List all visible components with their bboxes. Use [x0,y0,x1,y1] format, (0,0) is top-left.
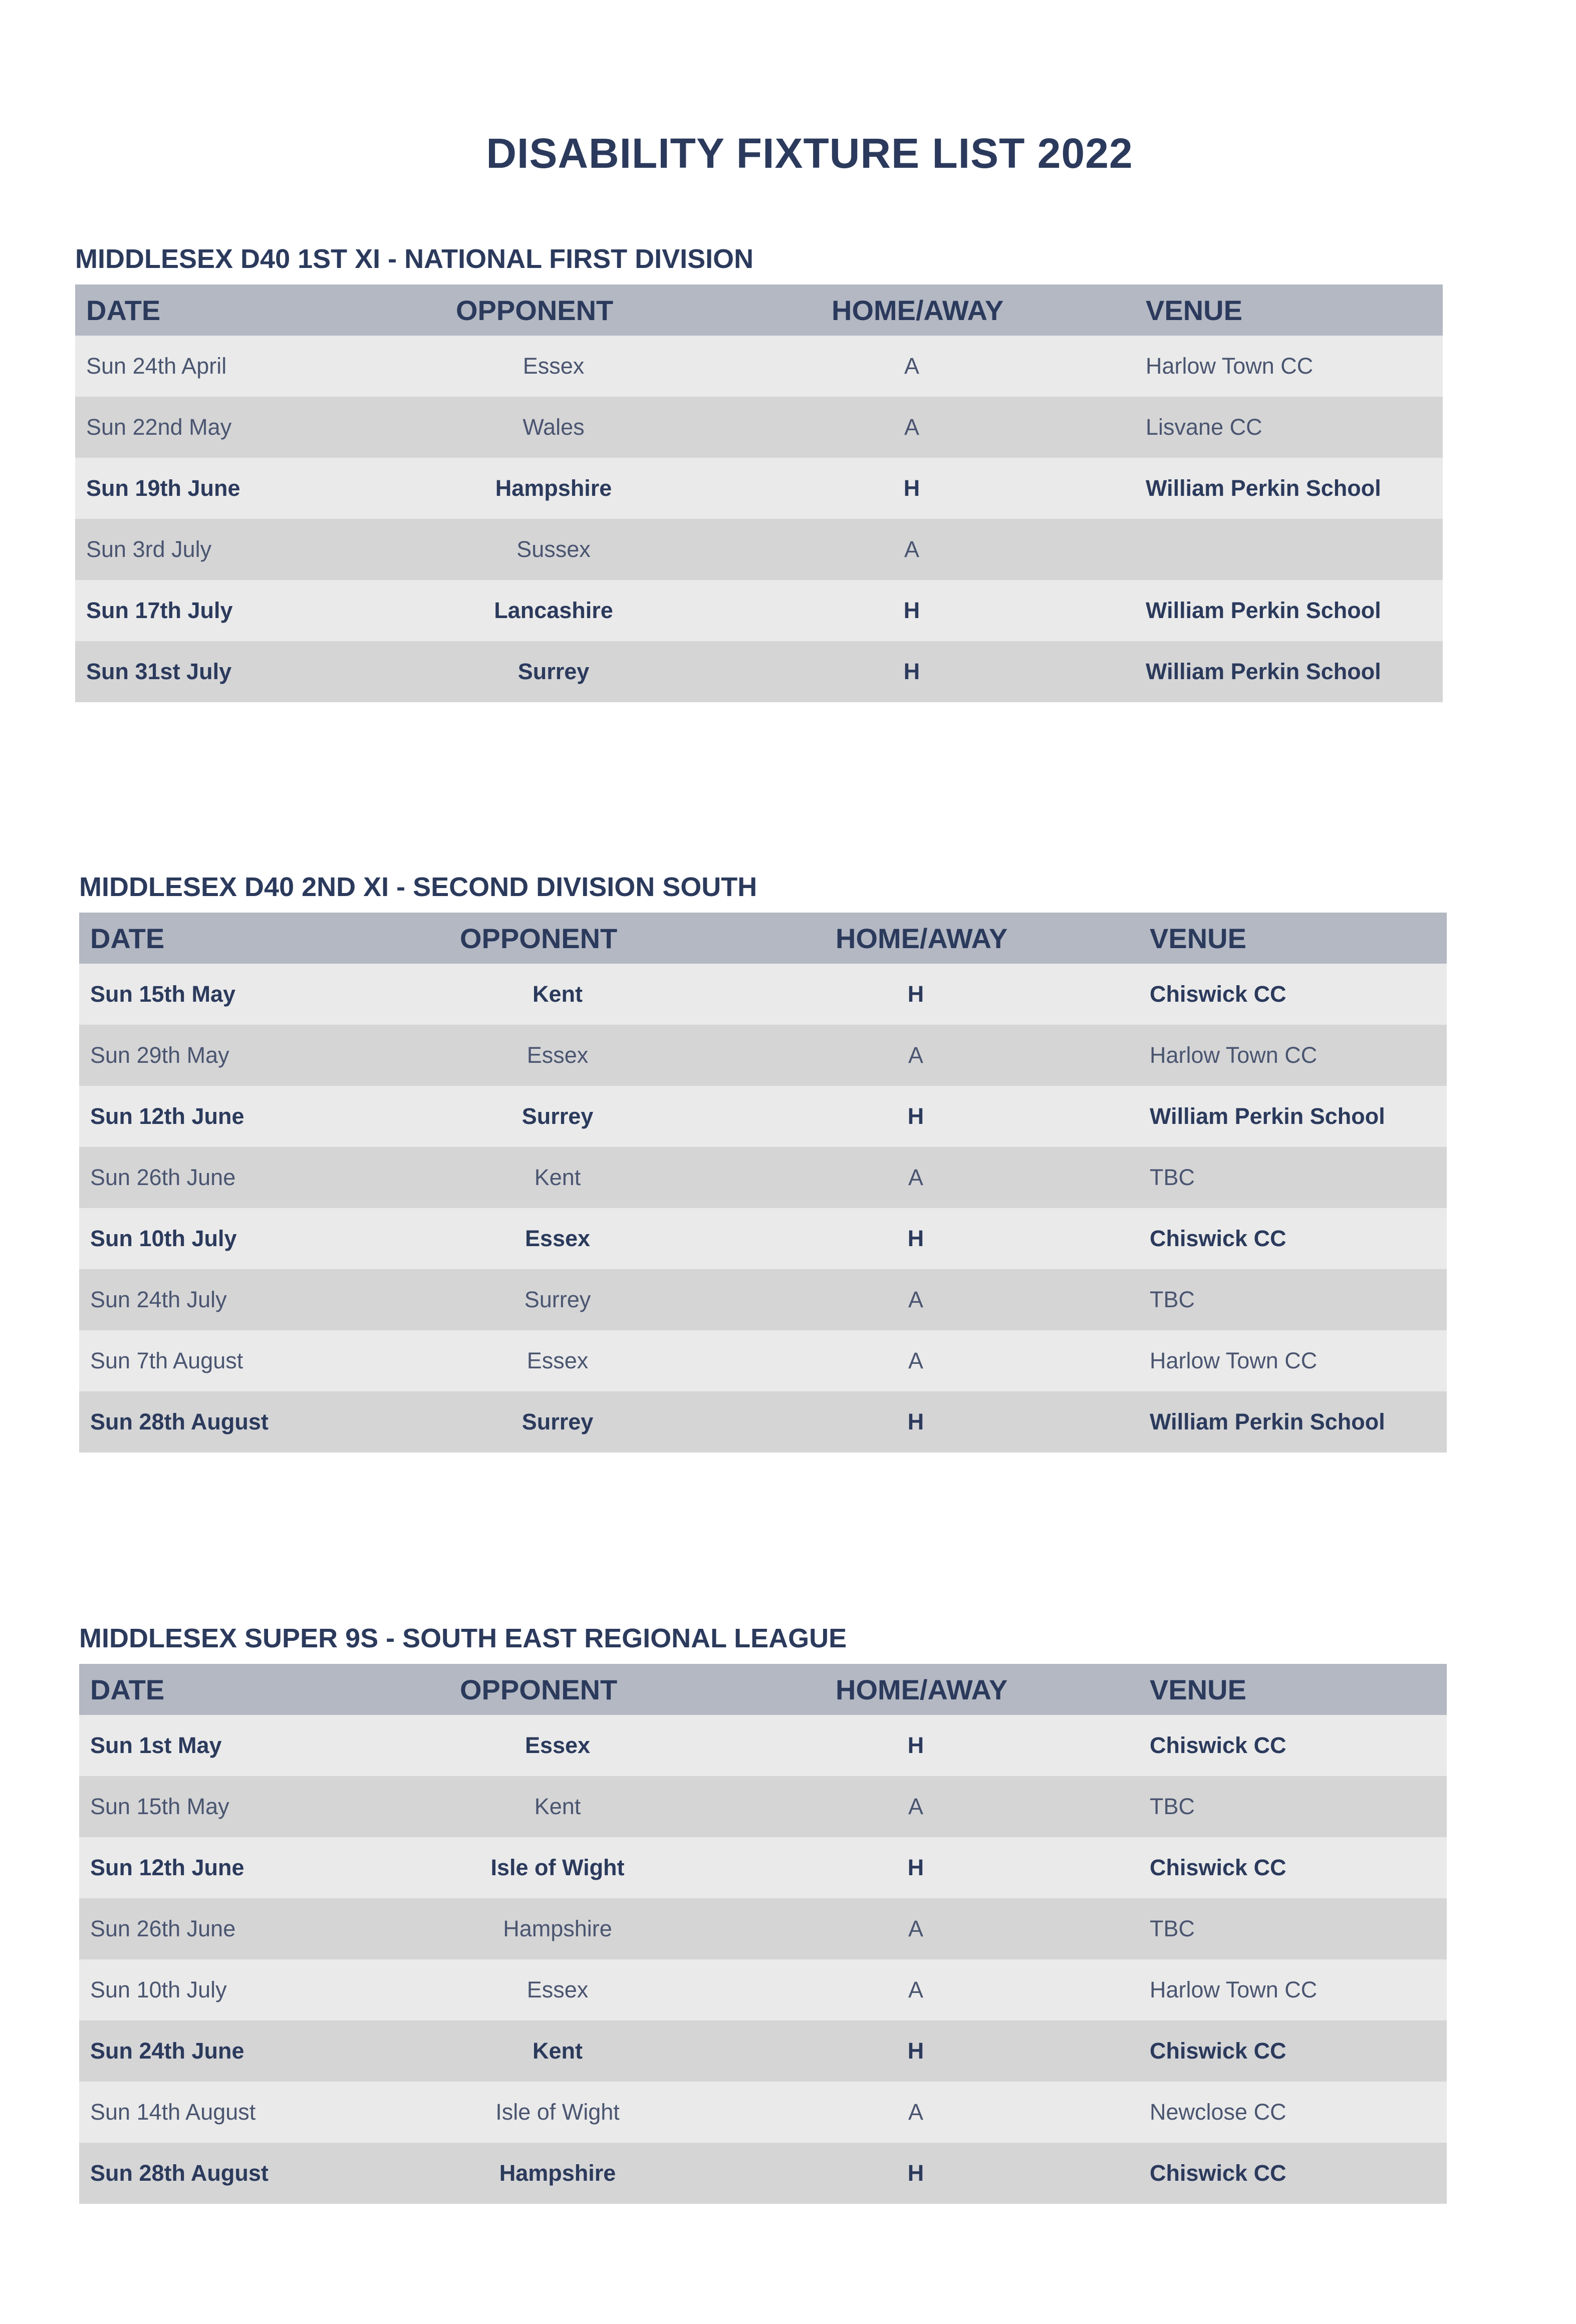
fixture-opponent-cell [390,1147,710,1208]
fixture-venue: Harlow Town CC [1150,1348,1318,1373]
fixture-venue: William Perkin School [1146,659,1381,684]
fixture-date: Sun 10th July [90,1226,237,1251]
fixture-opponent: Kent [533,981,583,1007]
fixture-opponent-cell [390,1898,710,1959]
fixture-home-away: H [907,2038,924,2064]
fixture-venue: TBC [1150,1916,1195,1941]
fixture-home-away-cell [710,1837,1139,1898]
fixture-home-away: A [904,353,919,379]
fixture-home-away: A [908,1042,923,1068]
fixture-date: Sun 24th July [90,1287,227,1312]
header-opponent: OPPONENT [460,922,618,954]
fixture-row [79,1837,1447,1898]
fixture-date: Sun 22nd May [86,414,232,440]
fixture-home-away-cell [710,2082,1139,2143]
fixture-opponent-cell [390,1086,710,1147]
fixture-row [79,2143,1447,2204]
fixture-date: Sun 26th June [90,1165,236,1190]
fixture-venue: Chiswick CC [1150,1226,1286,1251]
header-date: DATE [90,1673,165,1705]
fixture-section-2nd-xi [79,867,1447,1452]
fixture-date: Sun 15th May [90,981,236,1007]
fixture-opponent: Surrey [524,1287,591,1312]
fixture-opponent: Essex [522,353,585,379]
fixture-venue: Chiswick CC [1150,2038,1286,2064]
fixture-venue: William Perkin School [1146,598,1381,623]
header-home-away: HOME/AWAY [832,294,1004,326]
fixture-venue: Chiswick CC [1150,1732,1286,1758]
fixture-row [75,336,1443,397]
fixture-row [79,2020,1447,2082]
fixture-row [79,964,1447,1025]
fixture-row [79,1208,1447,1269]
fixture-table [79,1664,1447,2204]
fixture-date: Sun 26th June [90,1916,236,1941]
fixture-home-away-cell [706,458,1135,519]
fixture-opponent: Surrey [517,659,590,684]
section-title: MIDDLESEX D40 2ND XI - SECOND DIVISION SOUTH [79,872,757,902]
fixture-home-away-cell [710,1208,1139,1269]
fixture-home-away-cell [710,2020,1139,2082]
fixture-opponent: Essex [524,1226,591,1251]
fixture-opponent: Kent [533,2038,583,2064]
fixture-opponent: Surrey [521,1409,594,1434]
header-opponent: OPPONENT [456,294,614,326]
fixture-venue: TBC [1150,1287,1195,1312]
fixture-home-away: H [907,2160,924,2186]
fixture-date: Sun 31st July [86,659,232,684]
fixture-opponent: Hampshire [495,475,612,501]
fixture-row [79,2082,1447,2143]
fixture-home-away: H [907,1226,924,1251]
fixture-opponent: Kent [534,1794,581,1819]
fixture-opponent-cell [390,1330,710,1391]
fixture-date: Sun 29th May [90,1042,229,1068]
fixture-home-away-cell [710,1269,1139,1330]
fixture-home-away-cell [710,1391,1139,1452]
fixture-home-away-cell [710,1959,1139,2020]
fixture-home-away: A [908,2099,923,2125]
fixture-venue: Chiswick CC [1150,1855,1286,1880]
fixture-opponent-cell [386,458,706,519]
fixture-row [79,1898,1447,1959]
fixture-date: Sun 14th August [90,2099,256,2125]
fixture-venue: Harlow Town CC [1146,353,1314,379]
fixture-opponent: Isle of Wight [490,1855,625,1880]
fixture-venue: TBC [1150,1794,1195,1819]
fixture-row [75,641,1443,702]
header-venue: VENUE [1150,922,1246,954]
fixture-row [79,1086,1447,1147]
fixture-date: Sun 7th August [90,1348,243,1373]
fixture-home-away-cell [710,1715,1139,1776]
fixture-row [75,397,1443,458]
fixture-row [79,1715,1447,1776]
fixture-date: Sun 17th July [86,598,233,623]
fixture-opponent-cell [386,641,706,702]
fixture-opponent-cell [386,580,706,641]
fixture-home-away-cell [710,1025,1139,1086]
fixture-date: Sun 28th August [90,2160,269,2186]
fixture-venue: Harlow Town CC [1150,1042,1318,1068]
fixture-opponent: Sussex [516,536,591,562]
fixture-home-away-cell [710,2143,1139,2204]
fixture-opponent-cell [390,2020,710,2082]
fixture-opponent-cell [390,1269,710,1330]
header-venue: VENUE [1146,294,1242,326]
fixture-opponent-cell [390,1776,710,1837]
fixture-date: Sun 12th June [90,1855,244,1880]
fixture-venue: Harlow Town CC [1150,1977,1318,2002]
fixture-home-away-cell [706,641,1135,702]
fixture-date: Sun 15th May [90,1794,229,1819]
fixture-home-away: H [903,598,920,623]
fixture-venue [1135,519,1443,580]
fixture-opponent: Hampshire [503,1916,612,1941]
fixture-home-away: H [903,475,920,501]
fixture-venue: William Perkin School [1150,1103,1385,1129]
fixture-date: Sun 3rd July [86,536,212,562]
fixture-opponent-cell [390,2143,710,2204]
header-home-away: HOME/AWAY [836,922,1008,954]
fixture-home-away-cell [710,1330,1139,1391]
fixture-opponent-cell [390,1391,710,1452]
fixture-home-away: A [908,1916,923,1941]
fixture-venue: Lisvane CC [1146,414,1262,440]
page-title: DISABILITY FIXTURE LIST 2022 [486,130,1133,177]
fixture-row [79,1147,1447,1208]
fixture-opponent: Lancashire [494,598,613,623]
fixture-home-away: A [908,1287,923,1312]
fixture-home-away: A [908,1165,923,1190]
header-opponent: OPPONENT [460,1673,618,1705]
fixture-home-away-cell [710,1898,1139,1959]
header-date: DATE [90,922,165,954]
table-header-row [79,913,1447,964]
section-title: MIDDLESEX SUPER 9S - SOUTH EAST REGIONAL LEAGUE [79,1623,847,1653]
fixture-opponent-cell [390,1959,710,2020]
fixture-opponent-cell [390,1715,710,1776]
fixture-date: Sun 19th June [86,475,240,501]
fixture-row [79,1959,1447,2020]
fixture-opponent: Hampshire [499,2160,616,2186]
header-home-away: HOME/AWAY [836,1673,1008,1705]
fixture-row [79,1269,1447,1330]
fixture-row [79,1391,1447,1452]
fixture-row [75,458,1443,519]
fixture-row [75,519,1443,580]
fixture-section-1st-xi [75,239,1443,702]
fixture-section-super-9s [79,1619,1447,2204]
fixture-venue: TBC [1150,1165,1195,1190]
fixture-row [75,580,1443,641]
fixture-date: Sun 12th June [90,1103,244,1129]
fixture-opponent-cell [390,1837,710,1898]
fixture-opponent: Essex [527,1977,589,2002]
fixture-home-away: A [908,1794,923,1819]
fixture-opponent: Isle of Wight [495,2099,620,2125]
fixture-date: Sun 10th July [90,1977,227,2002]
fixture-date: Sun 24th June [90,2038,244,2064]
fixture-venue: Newclose CC [1150,2099,1286,2125]
fixture-opponent-cell [390,1025,710,1086]
fixture-home-away: H [907,1732,924,1758]
fixture-home-away: H [907,1409,924,1434]
fixture-row [79,1330,1447,1391]
fixture-home-away: H [907,981,924,1007]
fixture-table [75,284,1443,702]
fixture-opponent: Essex [527,1042,589,1068]
fixture-row [79,1025,1447,1086]
fixture-home-away-cell [710,964,1139,1025]
fixture-opponent: Kent [534,1165,581,1190]
header-date: DATE [86,294,161,326]
table-header-row [75,284,1443,336]
fixture-home-away-cell [706,580,1135,641]
fixture-opponent: Essex [527,1348,589,1373]
fixture-opponent-cell [386,519,706,580]
fixture-home-away: H [907,1103,924,1129]
fixture-home-away-cell [710,1086,1139,1147]
fixture-venue: William Perkin School [1146,475,1381,501]
fixture-venue: Chiswick CC [1150,2160,1286,2186]
fixture-home-away-cell [710,1147,1139,1208]
fixture-home-away: A [904,536,919,562]
fixture-opponent-cell [390,2082,710,2143]
fixture-venue: William Perkin School [1150,1409,1385,1434]
fixture-opponent-cell [390,964,710,1025]
fixture-opponent-cell [390,1208,710,1269]
fixture-home-away-cell [706,336,1135,397]
fixture-row [79,1776,1447,1837]
fixture-opponent: Surrey [521,1103,594,1129]
fixture-home-away-cell [710,1776,1139,1837]
section-title: MIDDLESEX D40 1ST XI - NATIONAL FIRST DIVISION [75,244,754,274]
fixture-date: Sun 24th April [86,353,227,379]
fixture-opponent: Wales [522,414,585,440]
fixture-opponent-cell [386,397,706,458]
fixture-date: Sun 1st May [90,1732,222,1758]
fixture-venue: Chiswick CC [1150,981,1286,1007]
fixture-home-away: H [903,659,920,684]
fixture-opponent: Essex [524,1732,591,1758]
fixture-home-away-cell [706,519,1135,580]
fixture-home-away: A [904,414,919,440]
header-venue: VENUE [1150,1673,1246,1705]
fixture-home-away: A [908,1348,923,1373]
fixture-home-away: A [908,1977,923,2002]
fixture-table [79,913,1447,1452]
fixture-date: Sun 28th August [90,1409,269,1434]
table-header-row [79,1664,1447,1715]
fixture-home-away-cell [706,397,1135,458]
fixture-home-away: H [907,1855,924,1880]
fixture-opponent-cell [386,336,706,397]
